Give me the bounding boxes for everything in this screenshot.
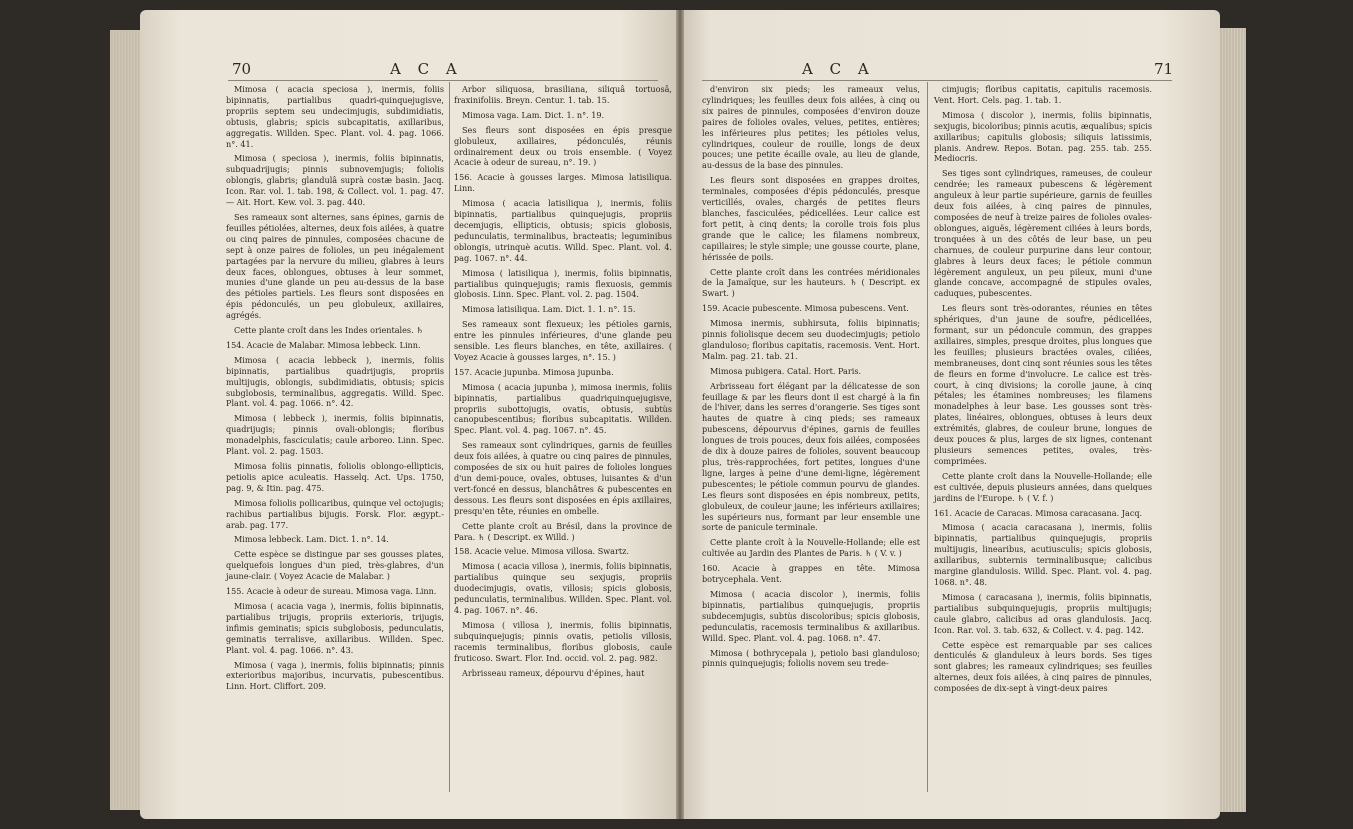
text-paragraph: Cette plante croît à la Nouvelle-Hollande; elle est cultivée au Jardin des Plantes de Paris. ♄ ( V. v. ) [702,537,920,559]
text-paragraph: Mimosa ( acacia speciosa ), inermis, foliis bipinnatis, partialibus quadri-quinquejugisve, propriis septem seu undecimjugis, subdimidiatis, obtusis, glabris; spicis subcapitatis, axillaribus, aggregatis. Willden. Spec. Plant. vol. 4. pag. 1066. n°. 41. [226,84,444,149]
text-paragraph: Mimosa ( latisiliqua ), inermis, foliis bipinnatis, partialibus quinquejugis; ramis flexuosis, gemmis globosis. Linn. Spec. Plant. vol. 2. pag. 1504. [454,267,672,300]
text-paragraph: Mimosa foliis pinnatis, foliolis oblongo-ellipticis, petiolis apice aculeatis. Hasselq. Act. Ups. 1750, pag. 9, & Itin. pag. 475. [226,461,444,493]
text-paragraph: Mimosa ( acacia vaga ), inermis, foliis bipinnatis, partialibus trijugis, propriis exterioris, trijugis, infimis geminatis; spicis subglobosis, pedunculatis, geminatis terralisve, axillaribus. Willden. Spec. Plant. vol. 4. pag. 1066. n°. 43. [226,600,444,655]
text-paragraph: 158. Acacie velue. Mimosa villosa. Swartz. [454,546,629,557]
text-paragraph: Mimosa ( lebbeck ), inermis, foliis bipinnatis, quadrijugis; pinnis ovali-oblongis; floribus monadelphis, fasciculatis; caule arboreo. Linn. Spec. Plant. vol. 2. pag. 1503. [226,413,444,457]
left-page [140,10,680,819]
text-paragraph: Arbrisseau fort élégant par la délicatesse de son feuillage & par les fleurs dont il est chargé à la fin de l'hiver, dans les serres d'orangerie. Ses tiges sont hautes de quatre à cinq pieds; ses rameaux pubescens, dépourvus d'épines, garnis de feuilles longues de trois pouces, deux fois ailées, composées de dix à douze paires de folioles, souvent beaucoup plus, très-rapprochées, fort petites, longues d'une ligne, larges à peine d'une demi-ligne, légèrement pubescentes; le pétiole commun pourvu de glandes. Les fleurs sont disposées en épis nombreux, petits, globuleux, de couleur jaune; les inférieurs axillaires; les supérieurs nus, formant par leur ensemble une sorte de panicule terminale. [702,380,920,533]
text-paragraph: Cette plante croît au Brésil, dans la province de Para. ♄ ( Descript. ex Willd. ) [454,520,672,542]
text-paragraph: 157. Acacie jupunba. Mimosa jupunba. [454,366,614,377]
page-number-right: 71 [1154,60,1174,78]
text-paragraph: cimjugis; floribus capitatis, capitulis racemosis. Vent. Hort. Cels. pag. 1. tab. 1. [934,84,1152,105]
header-rule-left [228,80,658,81]
page-number-left: 70 [232,60,252,78]
text-paragraph: Mimosa lebbeck. Lam. Dict. 1. n°. 14. [234,534,389,545]
text-paragraph: Cette espèce se distingue par ses gousses plates, quelquefois longues d'un pied, très-glabres, d'un jaune-clair. ( Voyez Acacie de Malabar. ) [226,549,444,582]
header-rule-right [702,80,1172,81]
text-paragraph: Mimosa foliolis pollicaribus, quinque vel octojugis; rachibus partialibus bijugis. Forsk. Flor. ægypt.-arab. pag. 177. [226,497,444,530]
running-head-right: A C A [802,60,875,78]
text-paragraph: Ses rameaux sont flexueux; les pétioles garnis, entre les pinnules inférieures, d'une glande peu sensible. Les fleurs blanches, en tête, axillaires. ( Voyez Acacie à gousses larges, n°. 15. ) [454,319,672,362]
text-paragraph: Cette espèce est remarquable par ses calices denticulés & glanduleux à leurs bords. Ses tiges sont glabres; les rameaux cylindriques; ses feuilles alternes, deux fois ailées, à cinq paires de pinnules, composées de dix-sept à vingt-deux paires [934,639,1152,694]
right-page [680,10,1220,819]
text-paragraph: Cette plante croît dans les Indes orientales. ♄ [234,325,424,336]
text-paragraph: 161. Acacie de Caracas. Mimosa caracasana. Jacq. [934,507,1143,518]
text-paragraph: Ses tiges sont cylindriques, rameuses, de couleur cendrée; les rameaux pubescens & légèrement anguleux à leur partie supérieure, garnis de feuilles deux fois ailées, à cinq paires de pinnules, composées de neuf à treize paires de folioles ovales-oblongues, aiguës, légèrement ciliées à leurs bords, tronquées à un des côtés de leur base, un peu charnues, de couleur purpurine dans leur contour, glabres à leurs deux faces; le pétiole commun légèrement anguleux, un peu pileux, muni d'une glande concave, accompagné de stipules ovales, caduques, pubescentes. [934,168,1152,299]
right-page-column-1 [702,84,920,673]
text-paragraph: Arbrisseau rameux, dépourvu d'épines, haut [462,667,645,678]
text-paragraph: Mimosa ( discolor ), inermis, foliis bipinnatis, sexjugis, bicoloribus; pinnis acutis, æqualibus; spicis axillaribus; capitulis globosis; siliquis latissimis, planis. Andrew. Repos. Botan. pag. 255. tab. 255. Mediocris. [934,109,1152,164]
text-paragraph: Mimosa ( villosa ), inermis, foliis bipinnatis, subquinquejugis; pinnis ovatis, petiolis villosis, racemis terminalibus, floribus globosis, caule fruticoso. Swart. Flor. Ind. occid. vol. 2. pag. 982. [454,619,672,663]
text-paragraph: Les fleurs sont très-odorantes, réunies en têtes sphériques, d'un jaune de soufre, pédicellées, formant, sur un pédoncule commun, des grappes axillaires, simples, presque droites, plus longues que les feuilles; plusieurs bractées ovales, ciliées, membraneuses, dont cinq sont réunies sous les têtes de fleurs en forme d'involucre. Le calice est très-court, à cinq divisions; la corolle jaune, à cinq pétales; les étamines nombreuses; les filamens monadelphes à leur base. Les gousses sont très-plates, linéaires, oblongues, obtuses à leurs deux extrémités, glabres, de couleur brune, longues de deux pouces & plus, larges de six lignes, contenant plusieurs semences petites, ovales, très-comprimées. [934,303,1152,466]
text-paragraph: Ses rameaux sont cylindriques, garnis de feuilles deux fois ailées, à quatre ou cinq paires de pinnules, composées de six ou huit paires de folioles longues d'un demi-pouce, ovales, obtuses, luisantes & d'un vert-foncé en dessus, blanchâtres & pubescentes en dessous. Les fleurs sont disposées en épis axillaires, presqu'en tête, réunies en ombelle. [454,440,672,516]
left-page-edges [110,30,144,810]
text-paragraph: Ses rameaux sont alternes, sans épines, garnis de feuilles pétiolées, alternes, deux fois ailées, à quatre ou cinq paires de pinnules, composées chacune de sept à onze paires de folioles, un peu inégalement partagées par la nervure du milieu, glabres à leurs deux faces, oblongues, obtuses à leur sommet, munies d'une glande un peu au-dessus de la base des pétioles partiels. Les fleurs sont disposées en épis pédonculés, un peu globuleux, axillaires, agrégés. [226,211,444,321]
running-head-left: A C A [390,60,463,78]
text-paragraph: 159. Acacie pubescente. Mimosa pubescens. Vent. [702,303,909,314]
book-gutter [676,10,684,819]
text-paragraph: Arbor siliquosa, brasiliana, siliquâ tortuosâ, fraxinifoliis. Breyn. Centur. 1. tab. 15. [454,84,672,105]
text-paragraph: Mimosa inermis, subhirsuta, foliis bipinnatis; pinnis foliolisque decem seu duodecimjugis; petiolo glandulosо; floribus capitatis, racemosis. Vent. Hort. Malm. pag. 21. tab. 21. [702,318,920,361]
text-paragraph: d'environ six pieds; les rameaux velus, cylindriques; les feuilles deux fois ailées, à cinq ou six paires de pinnules, composées d'environ douze paires de folioles ovales, velues, petites, entières; les inférieures plus petites; les pétioles velus, cylindriques, couleur de rouille, longs de deux pouces; une petite écaille ovale, au lieu de glande, au-dessus de la base des pinnules. [702,84,920,171]
text-paragraph: 160. Acacie à grappes en tête. Mimosa botrycephala. Vent. [702,563,920,585]
text-paragraph: Mimosa vaga. Lam. Dict. 1. n°. 19. [462,109,605,120]
text-paragraph: Mimosa ( acacia discolor ), inermis, foliis bipinnatis, partialibus quinquejugis, propriis subdecemjugis, subtùs discoloribus; spicis globosis, pedunculatis, racemosis terminalibus & axillaribus. Willd. Spec. Plant. vol. 4. pag. 1068. n°. 47. [702,588,920,643]
right-page-column-2 [934,84,1152,698]
text-paragraph: Cette plante croît dans la Nouvelle-Hollande; elle est cultivée, depuis plusieurs années, dans quelques jardins de l'Europe. ♄ ( V. f. ) [934,470,1152,503]
column-rule-right [927,82,928,792]
column-rule-left [449,82,450,792]
text-paragraph: 155. Acacie à odeur de sureau. Mimosa vaga. Linn. [226,586,437,597]
right-page-edges [1216,28,1246,812]
text-paragraph: Mimosa ( acacia caracasana ), inermis, foliis bipinnatis, partialibus quinquejugis, propriis multijugis, linearibus, acutiusculis; spicis globosis, axillaribus, subternis terminalibusque; calicibus margine glandulosis. Willd. Spec. Plant. vol. 4. pag. 1068. n°. 48. [934,522,1152,587]
text-paragraph: 154. Acacie de Malabar. Mimosa lebbeck. Linn. [226,339,421,350]
text-paragraph: Mimosa latisiliqua. Lam. Dict. 1. 1. n°. 15. [462,304,636,315]
left-page-column-2 [454,84,672,682]
text-paragraph: Mimosa ( bothrycepala ), petiolo basi glandulosо; pinnis quinquejugis; foliolis novem seu trede- [702,647,920,669]
text-paragraph: Mimosa pubigera. Catal. Hort. Paris. [710,365,862,376]
text-paragraph: Mimosa ( acacia latisiliqua ), inermis, foliis bipinnatis, partialibus quinquejugis, propriis decemjugis, ellipticis, obtusis; spicis globosis, pedunculatis, terminalibus, bracteatis; leguminibus oblongis, utrinquè acutis. Willd. Spec. Plant. vol. 4. pag. 1067. n°. 44. [454,198,672,263]
text-paragraph: 156. Acacie à gousses larges. Mimosa latisiliqua. Linn. [454,172,672,194]
text-paragraph: Les fleurs sont disposées en grappes droites, terminales, composées d'épis pédonculés, presque verticillés, ovales, chargés de petites fleurs blanches, fasciculées, pédicellées. Leur calice est fort petit, à cinq dents; la corolle trois fois plus grande que le calice; les filamens nombreux, capillaires; le style simple; une gousse courte, plane, hérissée de poils. [702,175,920,262]
text-paragraph: Mimosa ( caracasana ), inermis, foliis bipinnatis, partialibus subquinquejugis, propriis multijugis; caule glabro, calicibus ad oras glandulosis. Jacq. Icon. Rar. vol. 3. tab. 632, & Collect. v. 4. pag. 142. [934,591,1152,635]
text-paragraph: Mimosa ( vaga ), inermis, foliis bipinnatis; pinnis exterioribus majoribus, incurvatis, pubescentibus. Linn. Hort. Cliffort. 209. [226,659,444,692]
text-paragraph: Ses fleurs sont disposées en épis presque globuleux, axillaires, pédonculés, réunis ordinairement deux ou trois ensemble. ( Voyez Acacie à odeur de sureau, n°. 19. ) [454,124,672,168]
text-paragraph: Mimosa ( acacia jupunba ), mimosa inermis, foliis bipinnatis, partialibus quadriquinquejugisve, propriis subottojugis, ovatis, obtusis, subtùs canopubescentibus; floribus subcapitatis. Willden. Spec. Plant. vol. 4. pag. 1067. n°. 45. [454,381,672,436]
text-paragraph: Mimosa ( speciosa ), inermis, foliis bipinnatis, subquadrijugis; pinnis subnovemjugis; foliolis oblongis, glabris; glandulâ suprà costæ basin. Jacq. Icon. Rar. vol. 1. tab. 198, & Collect. vol. 1. pag. 47. — Ait. Hort. Kew. vol. 3. pag. 440. [226,153,444,208]
left-page-column-1 [226,84,444,696]
text-paragraph: Mimosa ( acacia lebbeck ), inermis, foliis bipinnatis, partialibus quadrijugis, propriis multijugis, oblongis, subdimidiatis, obtusis; spicis subglobosis, terminalibus, aggregatis. Willd. Spec. Plant. vol. 4. pag. 1066. n°. 42. [226,354,444,409]
text-paragraph: Mimosa ( acacia villosa ), inermis, foliis bipinnatis, partialibus quinque seu sexjugis, propriis duodecimjugis, ovatis, villosis; spicis globosis, pedunculatis, terminalibus. Willden. Spec. Plant. vol. 4. pag. 1067. n°. 46. [454,561,672,615]
text-paragraph: Cette plante croît dans les contrées méridionales de la Jamaïque, sur les hauteurs. ♄ ( Descript. ex Swart. ) [702,266,920,299]
